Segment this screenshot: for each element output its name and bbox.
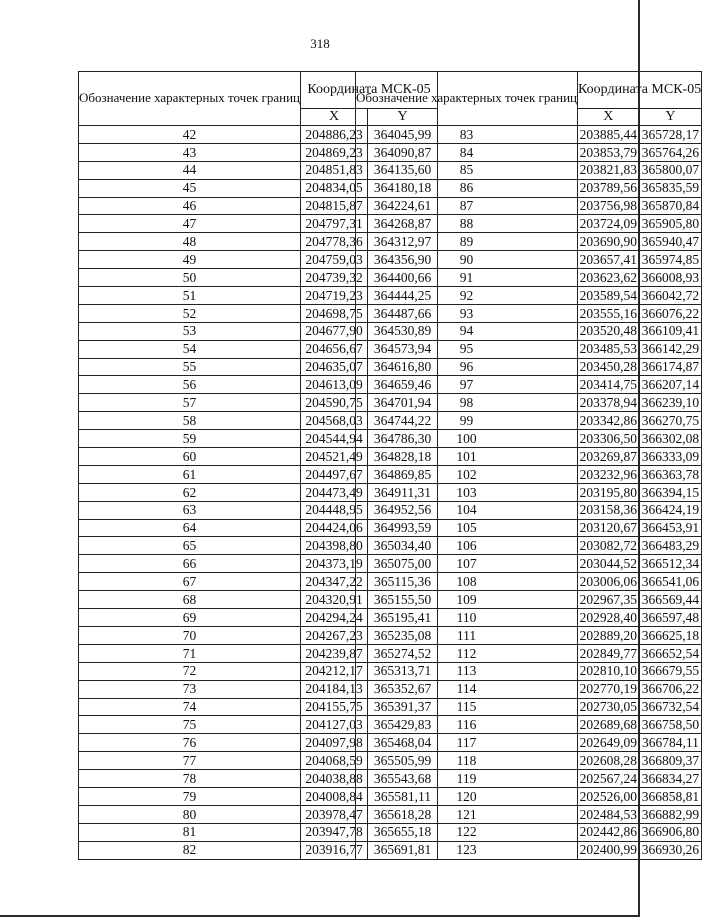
coord-x: 203947,78: [301, 823, 368, 841]
point-number: 86: [356, 179, 578, 197]
point-number: 103: [356, 483, 578, 501]
table-row: [356, 304, 702, 322]
header-x: X: [301, 109, 368, 126]
coord-x: 202400,99: [578, 841, 640, 859]
coord-x: 203853,79: [578, 143, 640, 161]
table-row: [356, 358, 702, 376]
point-number: 77: [79, 752, 301, 770]
coord-x: 202928,40: [578, 609, 640, 627]
point-number: 98: [356, 394, 578, 412]
point-number: 47: [79, 215, 301, 233]
coord-y: 364487,66: [368, 304, 438, 322]
point-number: 48: [79, 233, 301, 251]
coord-y: 366758,50: [639, 716, 702, 734]
coord-x: 204398,80: [301, 537, 368, 555]
coord-x: 204797,31: [301, 215, 368, 233]
coord-y: 366541,06: [639, 573, 702, 591]
coord-x: 204239,87: [301, 644, 368, 662]
coord-x: 202770,19: [578, 680, 640, 698]
coord-y: 365034,40: [368, 537, 438, 555]
coord-x: 202810,10: [578, 662, 640, 680]
table-row: [356, 823, 702, 841]
point-number: 95: [356, 340, 578, 358]
coord-x: 204759,03: [301, 251, 368, 269]
coord-x: 204068,59: [301, 752, 368, 770]
coord-x: 203589,54: [578, 287, 640, 305]
point-number: 76: [79, 734, 301, 752]
coord-x: 204497,67: [301, 465, 368, 483]
coord-y: 366930,26: [639, 841, 702, 859]
coord-y: 365391,37: [368, 698, 438, 716]
point-number: 120: [356, 787, 578, 805]
coord-x: 202442,86: [578, 823, 640, 841]
coord-x: 204212,17: [301, 662, 368, 680]
coord-y: 365940,47: [639, 233, 702, 251]
header-point-label: Обозначение характерных точек границ: [79, 72, 301, 126]
table-row: [356, 626, 702, 644]
coord-y: 365691,81: [368, 841, 438, 859]
coord-y: 365352,67: [368, 680, 438, 698]
coord-y: 364744,22: [368, 412, 438, 430]
coord-y: 366076,22: [639, 304, 702, 322]
point-number: 45: [79, 179, 301, 197]
coord-y: 366652,54: [639, 644, 702, 662]
coord-x: 204869,23: [301, 143, 368, 161]
coord-x: 204347,22: [301, 573, 368, 591]
point-number: 96: [356, 358, 578, 376]
coord-y: 364135,60: [368, 161, 438, 179]
coord-x: 203414,75: [578, 376, 640, 394]
point-number: 106: [356, 537, 578, 555]
table-row: [356, 680, 702, 698]
coord-y: 365235,08: [368, 626, 438, 644]
table-row: [356, 698, 702, 716]
coord-y: 365905,80: [639, 215, 702, 233]
point-number: 109: [356, 591, 578, 609]
coord-y: 365870,84: [639, 197, 702, 215]
point-number: 121: [356, 805, 578, 823]
point-number: 93: [356, 304, 578, 322]
table-row: [356, 161, 702, 179]
table-row: [356, 179, 702, 197]
coord-y: 364869,85: [368, 465, 438, 483]
coord-x: 203006,06: [578, 573, 640, 591]
point-number: 105: [356, 519, 578, 537]
coord-x: 203555,16: [578, 304, 640, 322]
coord-x: 204320,91: [301, 591, 368, 609]
coord-x: 203978,47: [301, 805, 368, 823]
coord-x: 204719,23: [301, 287, 368, 305]
table-row: [356, 519, 702, 537]
coord-y: 366424,19: [639, 501, 702, 519]
coord-y: 366512,34: [639, 555, 702, 573]
table-row: [356, 233, 702, 251]
coord-x: 203158,36: [578, 501, 640, 519]
coord-x: 202484,53: [578, 805, 640, 823]
table-row: [356, 287, 702, 305]
coord-y: 364400,66: [368, 269, 438, 287]
coord-y: 366109,41: [639, 322, 702, 340]
coord-y: 366394,15: [639, 483, 702, 501]
point-number: 42: [79, 126, 301, 144]
point-number: 78: [79, 770, 301, 788]
coord-y: 366906,80: [639, 823, 702, 841]
coord-x: 204635,07: [301, 358, 368, 376]
point-number: 114: [356, 680, 578, 698]
coord-x: 204424,06: [301, 519, 368, 537]
point-number: 67: [79, 573, 301, 591]
point-number: 118: [356, 752, 578, 770]
coord-x: 202608,28: [578, 752, 640, 770]
point-number: 80: [79, 805, 301, 823]
point-number: 104: [356, 501, 578, 519]
coord-y: 364224,61: [368, 197, 438, 215]
coord-x: 203378,94: [578, 394, 640, 412]
coord-y: 364180,18: [368, 179, 438, 197]
point-number: 74: [79, 698, 301, 716]
coord-x: 203195,80: [578, 483, 640, 501]
coord-y: 366270,75: [639, 412, 702, 430]
coord-x: 202567,24: [578, 770, 640, 788]
page-number: 318: [310, 36, 330, 51]
table-row: [356, 841, 702, 859]
coord-x: 204568,03: [301, 412, 368, 430]
coord-y: 366706,22: [639, 680, 702, 698]
header-x: X: [578, 109, 640, 126]
coord-y: 365468,04: [368, 734, 438, 752]
point-number: 44: [79, 161, 301, 179]
table-row: [356, 143, 702, 161]
point-number: 63: [79, 501, 301, 519]
coord-y: 364356,90: [368, 251, 438, 269]
table-row: [356, 734, 702, 752]
coord-y: 365195,41: [368, 609, 438, 627]
coord-y: 364444,25: [368, 287, 438, 305]
table-row: [356, 126, 702, 144]
table-row: [356, 483, 702, 501]
coord-x: 203690,90: [578, 233, 640, 251]
point-number: 51: [79, 287, 301, 305]
coord-x: 204677,90: [301, 322, 368, 340]
point-number: 87: [356, 197, 578, 215]
coord-x: 203306,50: [578, 430, 640, 448]
point-number: 65: [79, 537, 301, 555]
point-number: 61: [79, 465, 301, 483]
coord-y: 365974,85: [639, 251, 702, 269]
point-number: 94: [356, 322, 578, 340]
coord-y: 366363,78: [639, 465, 702, 483]
coordinates-table-right: [355, 71, 702, 860]
coord-y: 365429,83: [368, 716, 438, 734]
coord-y: 365274,52: [368, 644, 438, 662]
coord-y: 366042,72: [639, 287, 702, 305]
point-number: 54: [79, 340, 301, 358]
point-number: 119: [356, 770, 578, 788]
point-number: 99: [356, 412, 578, 430]
coord-x: 204155,75: [301, 698, 368, 716]
table-row: [356, 197, 702, 215]
coord-x: 204698,75: [301, 304, 368, 322]
coord-y: 366302,08: [639, 430, 702, 448]
point-number: 70: [79, 626, 301, 644]
point-number: 115: [356, 698, 578, 716]
point-number: 111: [356, 626, 578, 644]
coord-x: 203657,41: [578, 251, 640, 269]
coord-y: 366174,87: [639, 358, 702, 376]
coord-x: 203520,48: [578, 322, 640, 340]
coord-x: 204886,23: [301, 126, 368, 144]
point-number: 66: [79, 555, 301, 573]
coord-x: 203044,52: [578, 555, 640, 573]
point-number: 43: [79, 143, 301, 161]
point-number: 97: [356, 376, 578, 394]
point-number: 75: [79, 716, 301, 734]
coord-y: 366008,93: [639, 269, 702, 287]
coord-x: 203821,83: [578, 161, 640, 179]
coord-x: 204097,98: [301, 734, 368, 752]
point-number: 56: [79, 376, 301, 394]
point-number: 59: [79, 430, 301, 448]
coord-x: 204373,19: [301, 555, 368, 573]
coord-y: 365155,50: [368, 591, 438, 609]
table-body-right: [356, 126, 702, 860]
point-number: 85: [356, 161, 578, 179]
point-number: 117: [356, 734, 578, 752]
coord-x: 204834,05: [301, 179, 368, 197]
point-number: 110: [356, 609, 578, 627]
point-number: 60: [79, 448, 301, 466]
coord-y: 364786,30: [368, 430, 438, 448]
coord-y: 364659,46: [368, 376, 438, 394]
coord-x: 204294,24: [301, 609, 368, 627]
coord-y: 366569,44: [639, 591, 702, 609]
coord-x: 204739,32: [301, 269, 368, 287]
coord-x: 202889,20: [578, 626, 640, 644]
point-number: 88: [356, 215, 578, 233]
coord-y: 365115,36: [368, 573, 438, 591]
point-number: 107: [356, 555, 578, 573]
coord-y: 364993,59: [368, 519, 438, 537]
table-row: [356, 269, 702, 287]
coord-x: 202849,77: [578, 644, 640, 662]
table-row: [356, 430, 702, 448]
coord-y: 365728,17: [639, 126, 702, 144]
coord-y: 366784,11: [639, 734, 702, 752]
point-number: 49: [79, 251, 301, 269]
point-number: 50: [79, 269, 301, 287]
coord-x: 203724,09: [578, 215, 640, 233]
point-number: 73: [79, 680, 301, 698]
coord-y: 364828,18: [368, 448, 438, 466]
coord-y: 366142,29: [639, 340, 702, 358]
coord-x: 204656,67: [301, 340, 368, 358]
point-number: 69: [79, 609, 301, 627]
coord-y: 364530,89: [368, 322, 438, 340]
coord-y: 366333,09: [639, 448, 702, 466]
coord-y: 364312,97: [368, 233, 438, 251]
point-number: 83: [356, 126, 578, 144]
coord-x: 204184,13: [301, 680, 368, 698]
table-row: [356, 394, 702, 412]
coord-y: 365543,68: [368, 770, 438, 788]
coord-y: 364952,56: [368, 501, 438, 519]
point-number: 79: [79, 787, 301, 805]
coord-y: 365800,07: [639, 161, 702, 179]
coord-y: 364616,80: [368, 358, 438, 376]
point-number: 72: [79, 662, 301, 680]
point-number: 52: [79, 304, 301, 322]
table-row: [356, 770, 702, 788]
coord-y: 366834,27: [639, 770, 702, 788]
coord-y: 365313,71: [368, 662, 438, 680]
header-coordinate-system: Координата МСК-05: [578, 72, 702, 109]
coord-x: 203082,72: [578, 537, 640, 555]
point-number: 55: [79, 358, 301, 376]
coord-y: 366207,14: [639, 376, 702, 394]
coord-y: 365618,28: [368, 805, 438, 823]
coord-y: 366882,99: [639, 805, 702, 823]
coord-y: 364045,99: [368, 126, 438, 144]
point-number: 81: [79, 823, 301, 841]
coord-y: 366453,91: [639, 519, 702, 537]
coord-x: 202526,00: [578, 787, 640, 805]
table-row: [356, 716, 702, 734]
coord-y: 364911,31: [368, 483, 438, 501]
table-row: [356, 465, 702, 483]
point-number: 84: [356, 143, 578, 161]
coord-y: 365075,00: [368, 555, 438, 573]
coord-x: 204267,23: [301, 626, 368, 644]
coord-y: 365505,99: [368, 752, 438, 770]
point-number: 91: [356, 269, 578, 287]
table-row: [356, 340, 702, 358]
table-row: [356, 573, 702, 591]
table-row: [356, 448, 702, 466]
coord-y: 364573,94: [368, 340, 438, 358]
coord-x: 204127,03: [301, 716, 368, 734]
coord-x: 203120,67: [578, 519, 640, 537]
coord-x: 204008,84: [301, 787, 368, 805]
coord-x: 204613,09: [301, 376, 368, 394]
point-number: 90: [356, 251, 578, 269]
point-number: 101: [356, 448, 578, 466]
coord-y: 364268,87: [368, 215, 438, 233]
point-number: 112: [356, 644, 578, 662]
header-coordinate-system: Координата МСК-05: [301, 72, 438, 109]
coord-x: 204038,88: [301, 770, 368, 788]
point-number: 116: [356, 716, 578, 734]
table-row: [356, 537, 702, 555]
coord-x: 203342,86: [578, 412, 640, 430]
coord-y: 366597,48: [639, 609, 702, 627]
point-number: 108: [356, 573, 578, 591]
point-number: 64: [79, 519, 301, 537]
point-number: 68: [79, 591, 301, 609]
coord-y: 366809,37: [639, 752, 702, 770]
coord-y: 366679,55: [639, 662, 702, 680]
table-row: [356, 805, 702, 823]
coord-x: 203269,87: [578, 448, 640, 466]
coord-x: 203756,98: [578, 197, 640, 215]
header-y: Y: [368, 109, 438, 126]
coord-y: 364090,87: [368, 143, 438, 161]
table-row: [356, 752, 702, 770]
table-row: [356, 376, 702, 394]
coord-y: 366732,54: [639, 698, 702, 716]
coord-x: 202730,05: [578, 698, 640, 716]
point-number: 53: [79, 322, 301, 340]
coord-x: 203789,56: [578, 179, 640, 197]
table-row: [356, 591, 702, 609]
coord-x: 204448,95: [301, 501, 368, 519]
table-row: [356, 412, 702, 430]
point-number: 57: [79, 394, 301, 412]
coord-x: 203916,77: [301, 841, 368, 859]
coord-x: 204590,75: [301, 394, 368, 412]
coord-y: 365764,26: [639, 143, 702, 161]
header-y: Y: [639, 109, 702, 126]
coord-y: 366625,18: [639, 626, 702, 644]
point-number: 92: [356, 287, 578, 305]
coord-x: 203885,44: [578, 126, 640, 144]
table-row: [356, 787, 702, 805]
point-number: 100: [356, 430, 578, 448]
coord-x: 203232,96: [578, 465, 640, 483]
coord-y: 365655,18: [368, 823, 438, 841]
point-number: 58: [79, 412, 301, 430]
coord-y: 365835,59: [639, 179, 702, 197]
coord-y: 365581,11: [368, 787, 438, 805]
coord-x: 204851,83: [301, 161, 368, 179]
table-row: [356, 322, 702, 340]
coord-x: 202649,09: [578, 734, 640, 752]
table-row: [356, 644, 702, 662]
coord-x: 203623,62: [578, 269, 640, 287]
point-number: 122: [356, 823, 578, 841]
coord-y: 366239,10: [639, 394, 702, 412]
table-row: [356, 215, 702, 233]
coord-x: 203450,28: [578, 358, 640, 376]
point-number: 71: [79, 644, 301, 662]
table-row: [356, 501, 702, 519]
point-number: 82: [79, 841, 301, 859]
coord-x: 204473,49: [301, 483, 368, 501]
coord-x: 204521,49: [301, 448, 368, 466]
point-number: 62: [79, 483, 301, 501]
coord-x: 204815,87: [301, 197, 368, 215]
point-number: 46: [79, 197, 301, 215]
table-row: [356, 662, 702, 680]
point-number: 113: [356, 662, 578, 680]
point-number: 123: [356, 841, 578, 859]
coord-x: 202967,35: [578, 591, 640, 609]
coord-y: 364701,94: [368, 394, 438, 412]
coord-x: 202689,68: [578, 716, 640, 734]
table-row: [356, 609, 702, 627]
coord-y: 366483,29: [639, 537, 702, 555]
point-number: 89: [356, 233, 578, 251]
header-point-label: Обозначение характерных точек границ: [356, 72, 578, 126]
coord-x: 204544,94: [301, 430, 368, 448]
point-number: 102: [356, 465, 578, 483]
table-row: [356, 251, 702, 269]
coord-y: 366858,81: [639, 787, 702, 805]
table-row: [356, 555, 702, 573]
coord-x: 204778,36: [301, 233, 368, 251]
coord-x: 203485,53: [578, 340, 640, 358]
